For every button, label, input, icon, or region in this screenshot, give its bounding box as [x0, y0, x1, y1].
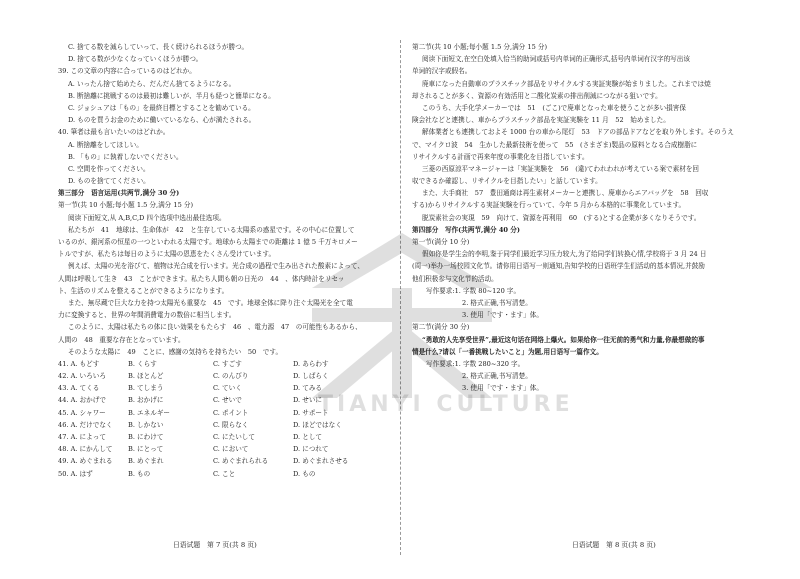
option-line: D. ものを買うお金のために働いているなら、心が満たされる。 [68, 116, 256, 125]
passage-line: 脱炭素社会の実現 59 向けて、資源を再利用 60 (する)とする企業が多くなりそうです。 [422, 213, 701, 222]
passage-line: いるのが、銀河系の恒星の一つといわれる太陽です。地球から太陽までの距離は 1 億 5 千万キロメー [58, 238, 358, 246]
passage-line: 険会社などと連携し、車からプラスチック部品を実証実験を 11 月 52 始めました。 [412, 116, 670, 125]
passage-line: 力に変換すると、世界の年間消費電力の数倍に相当します。 [58, 311, 236, 320]
passage-line: 例えば、太陽の光を浴びて、植物は光合成を行います。光合成の過程で生み出された酸素によって、 [68, 262, 364, 271]
option-choice: D. てみる [293, 384, 323, 393]
passage-line: 私たちが 41 地球は、生命体が 42 と生存している太陽系の惑星です。その中心に位置して [68, 225, 355, 234]
passage-line: 人間は呼吸して生き 43 ことができます。私たち人間も朝の日光の 44 、体内時計をリセッ [58, 274, 345, 283]
sec1-title: 第一节(共 10 小题;每小题 1.5 分,满分 15 分) [58, 201, 194, 210]
option-choice: C. すごす [213, 359, 242, 368]
w2-requirement: 2. 格式正确,书写清楚。 [462, 372, 532, 381]
page-divider [400, 40, 401, 555]
option-choice: D. あらわす [293, 359, 329, 368]
option-choice: C. にたいして [213, 433, 255, 441]
option-choice: B. おかげに [128, 396, 164, 405]
option-choice: B. にわけて [128, 433, 164, 441]
sec1-instructions: 阅读下面短文,从 A,B,C,D 四个选项中选出最佳选项。 [68, 213, 226, 222]
sec2-title: 第二节(共 10 小题;每小题 1.5 分,满分 15 分) [412, 43, 548, 51]
passage-line: このように、太陽は私たちの体に良い効果をもたらす 46 、電力源 47 の可能性もあるから、 [68, 323, 362, 332]
section4-title: 第四部分 写作(共两节,满分 40 分) [412, 225, 521, 234]
left-footer: 日语试题 第 7 页(共 8 页) [173, 541, 257, 549]
option-choice: C. こと [213, 469, 236, 478]
option-line: B. 断捨離に挑戦するのは最初は難しいが、半月も経つと簡単になる。 [68, 91, 275, 100]
option-choice: B. エネルギー [128, 408, 171, 417]
option-choice: C. ていく [213, 384, 242, 393]
option-choice: D. もの [293, 469, 316, 478]
option-choice: D. しばらく [293, 372, 329, 381]
option-choice: B. ほとんど [128, 372, 164, 381]
option-choice: D. サポート [293, 408, 329, 417]
w1-body: (周一)举办一场校园文化节。请你用日语写一则通知,告知学校的日语班学生们活动的基本情况,并鼓励 [412, 262, 705, 271]
option-choice: 48. A. にかんして [58, 445, 113, 454]
option-choice: D. せいに [293, 396, 323, 405]
option-line: C. 捨てる数を減らしていって、長く続けられるほうが勝つ。 [68, 43, 249, 51]
w1-title: 第一节(满分 10 分) [412, 238, 470, 246]
option-choice: D. ほどではなく [293, 420, 342, 429]
passage-line: トルですが、私たちは毎日のように太陽の恩恵をたくさん受けています。 [58, 250, 276, 259]
w1-body: 他们积极参与文化节的活动。 [412, 274, 498, 283]
option-choice: B. てしまう [128, 384, 164, 393]
w2-title: 第二节(满分 30 分) [412, 323, 470, 332]
passage-line: する)からリサイクルする実証実験を行っていて、今年 5 月から本格的に事業化しています。 [412, 201, 686, 210]
passage-line: 収できるか確認し、リサイクルを目指したい」と話しています。 [412, 177, 602, 186]
option-choice: 50. A. はず [58, 469, 93, 478]
passage-line: このうち、大手化学メーカーでは 51 (ごこ)で廃車となった車を使うことが多い損害保 [422, 103, 686, 112]
w2-requirement: 写作要求:1. 字数 280~320 字。 [426, 359, 525, 368]
option-choice: B. しかない [128, 420, 164, 429]
w1-requirement: 2. 格式正确,书写清楚。 [462, 298, 532, 307]
passage-line: 解体業者とも連携しておよそ 1000 台の車から尾灯 53 ドアの部品ドアなどを取り外します。そのうえ [422, 128, 734, 137]
option-choice: 41. A. もどす [58, 359, 100, 368]
option-choice: B. めぐまれ [128, 457, 164, 466]
option-line: A. 断捨離をしてほしい。 [68, 140, 143, 149]
w1-requirement: 3. 使用「です・ます」体。 [462, 311, 543, 320]
option-choice: 43. A. てくる [58, 384, 100, 393]
passage-line: また、大手商社 57 豊田通商は再生素材メーカーと連携し、廃車からエアバッグを 58 回収 [422, 189, 709, 198]
passage-line: 却されることが多く、資源の有効活用と二酸化炭素の排出削減につながる狙いです。 [412, 91, 662, 100]
question-39: 39. この文章の内容に合っているのはどれか。 [58, 67, 196, 76]
option-choice: 45. A. シャワー [58, 408, 106, 417]
passage-line: 人間の 48 重要な存在となっています。 [58, 335, 185, 344]
option-line: C. ジョシュアは「もの」を最終目標とすることを勧めている。 [68, 103, 255, 112]
option-choice: 49. A. めぐまれる [58, 457, 113, 466]
passage-line: 三菱の西原涼平マネージャーは「実証実験を 56 (違)てわれわれが考えている案で素材を回 [422, 164, 700, 173]
option-choice: C. において [213, 445, 249, 454]
w1-requirement: 写作要求:1. 字数 80~120 字。 [426, 286, 521, 295]
passage-line: で、マイクロ波 54 生かした最新技術を使って 55 (さまざま)製品の原料となる合成樹脂に [412, 140, 698, 149]
option-choice: 47. A. によって [58, 433, 106, 441]
option-choice: 46. A. だけでなく [58, 420, 113, 429]
sec2-instructions: 阅读下面短文,在空白处填入恰当的助词或括号内单词的正确形式,括号内单词有汉字的写出该 [422, 55, 690, 64]
option-choice: D. めぐまれさせる [293, 457, 349, 466]
option-line: D. ものを捨ててください。 [68, 177, 150, 186]
option-choice: D. につれて [293, 445, 329, 454]
right-column [412, 41, 742, 394]
passage-line: 廃車になった自動車のプラスチック部品をリサイクルする実証実験が始まりました。これまでは焼 [422, 79, 711, 88]
passage-line: また、無尽蔵で巨大な力を持つ太陽光も重要な 45 です。地球全体に降り注ぐ太陽光を全て電 [68, 298, 353, 307]
section3-title: 第三部分 语言运用(共两节,满分 30 分) [58, 189, 180, 198]
watermark-text: TIANYI CULTURE [318, 392, 574, 417]
passage-line: リサイクルする計画で再来年度の事業化を目指しています。 [412, 152, 589, 161]
question-40: 40. 筆者は最も言いたいのはどれか。 [58, 128, 170, 137]
option-choice: C. 限らなく [213, 420, 249, 429]
option-choice: 42. A. いろいろ [58, 372, 106, 381]
option-choice: B. くらす [128, 359, 157, 368]
w2-requirement: 3. 使用「です・ます」体。 [462, 384, 543, 393]
option-choice: B. にとって [128, 445, 164, 454]
option-line: D. 捨てる数が少なくなっていくほうが勝つ。 [68, 55, 203, 64]
right-footer: 日语试题 第 8 页(共 8 页) [572, 541, 656, 549]
option-line: B. 「もの」に執着しないでください。 [68, 152, 183, 161]
option-choice: B. もの [128, 469, 151, 478]
sec2-instructions: 单词的汉字或假名。 [412, 67, 472, 76]
option-line: C. 空間を作ってください。 [68, 164, 150, 173]
option-choice: 44. A. おかげで [58, 396, 106, 405]
option-choice: C. せいで [213, 396, 242, 405]
option-choice: D. として [293, 433, 323, 441]
w2-body: “勇敢的人先享受世界”,最近这句话在网络上爆火。如果给你一往无前的勇气和力量,你最想做的事 [422, 335, 705, 344]
option-choice: C. めぐまれられる [213, 457, 269, 466]
option-choice: C. ポイント [213, 408, 249, 417]
option-line: A. いったん捨て始めたら、だんだん捨てるようになる。 [68, 79, 236, 88]
option-choice: C. のんびり [213, 372, 249, 381]
w1-body: 假如你是学生会的李明,鉴于同学们最近学习压力较大,为了给同学们转换心情,学校将于 3 月 24 日 [422, 250, 707, 259]
passage-line: ト、生活のリズムを整えることができるようになります。 [58, 286, 229, 295]
passage-line: そのような太陽に 49 ことに、感謝の気持ちを持ちたい 50 です。 [68, 347, 283, 356]
w2-body: 情是什么?请以「一番挑戦したいこと」为题,用日语写一篇作文。 [412, 347, 603, 356]
